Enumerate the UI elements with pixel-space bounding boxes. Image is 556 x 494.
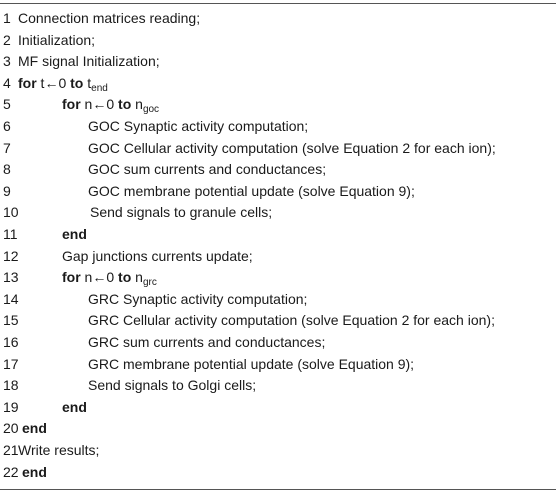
loop-init: t←0 bbox=[36, 74, 71, 91]
line-number: 8 bbox=[3, 161, 11, 178]
line-number: 21 bbox=[3, 442, 19, 458]
line-text: GOC sum currents and conductances; bbox=[88, 161, 327, 178]
line-number: 20 bbox=[3, 420, 19, 437]
loop-bound-subscript: end bbox=[91, 82, 108, 94]
line-number: 14 bbox=[3, 290, 19, 307]
line-text: Initialization; bbox=[18, 31, 96, 48]
line-text: GRC Cellular activity computation (solve Equation 2 for each ion); bbox=[88, 312, 495, 329]
line-number: 17 bbox=[3, 355, 19, 372]
keyword-end: end bbox=[22, 420, 47, 437]
line-number: 3 bbox=[3, 53, 11, 70]
bottom-rule bbox=[0, 489, 556, 490]
keyword-to: to bbox=[70, 74, 84, 91]
line-number: 12 bbox=[3, 247, 19, 264]
loop-bound: n bbox=[131, 269, 143, 286]
keyword-end: end bbox=[62, 398, 87, 415]
line-number: 13 bbox=[3, 269, 19, 286]
for-loop-header bbox=[18, 73, 108, 95]
line-number: 4 bbox=[3, 74, 11, 91]
line-number: 11 bbox=[3, 226, 18, 242]
loop-init: n←0 bbox=[80, 269, 119, 286]
line-text: GRC sum currents and conductances; bbox=[88, 334, 326, 350]
line-text: Gap junctions currents update; bbox=[62, 247, 253, 264]
line-number: 2 bbox=[3, 31, 11, 48]
keyword-end: end bbox=[62, 226, 87, 242]
loop-bound: t bbox=[83, 74, 92, 91]
line-number: 9 bbox=[3, 182, 11, 199]
line-number: 5 bbox=[3, 96, 11, 113]
line-number: 18 bbox=[3, 377, 19, 394]
keyword-for: for bbox=[62, 269, 81, 286]
top-rule bbox=[0, 3, 556, 4]
keyword-for: for bbox=[62, 96, 81, 113]
line-text: Send signals to Golgi cells; bbox=[88, 377, 257, 394]
keyword-to: to bbox=[118, 269, 132, 286]
line-text: Send signals to granule cells; bbox=[90, 204, 273, 221]
line-text: GRC Synaptic activity computation; bbox=[88, 290, 308, 307]
line-text: GRC membrane potential update (solve Equation 9); bbox=[88, 355, 415, 372]
loop-init: n←0 bbox=[80, 96, 119, 113]
line-number: 7 bbox=[3, 139, 11, 156]
line-text: GOC Synaptic activity computation; bbox=[88, 118, 309, 134]
line-text: MF signal Initialization; bbox=[18, 53, 160, 70]
line-number: 6 bbox=[3, 118, 11, 134]
line-text: GOC membrane potential update (solve Equation 9); bbox=[88, 182, 415, 199]
loop-bound-subscript: grc bbox=[142, 277, 157, 289]
line-number: 19 bbox=[3, 398, 19, 415]
line-number: 16 bbox=[3, 334, 19, 350]
line-text: Connection matrices reading; bbox=[18, 10, 201, 26]
keyword-for: for bbox=[18, 74, 37, 91]
line-number: 10 bbox=[3, 204, 19, 221]
line-text: Write results; bbox=[18, 442, 100, 458]
keyword-to: to bbox=[118, 96, 132, 113]
for-loop-header bbox=[62, 94, 159, 116]
line-number: 22 bbox=[3, 463, 19, 480]
line-number: 15 bbox=[3, 312, 19, 329]
for-loop-header bbox=[62, 267, 157, 289]
line-number: 1 bbox=[3, 10, 11, 26]
keyword-end: end bbox=[22, 463, 47, 480]
loop-bound-subscript: goc bbox=[142, 104, 160, 116]
line-text: GOC Cellular activity computation (solve Equation 2 for each ion); bbox=[88, 139, 496, 156]
loop-bound: n bbox=[131, 96, 143, 113]
